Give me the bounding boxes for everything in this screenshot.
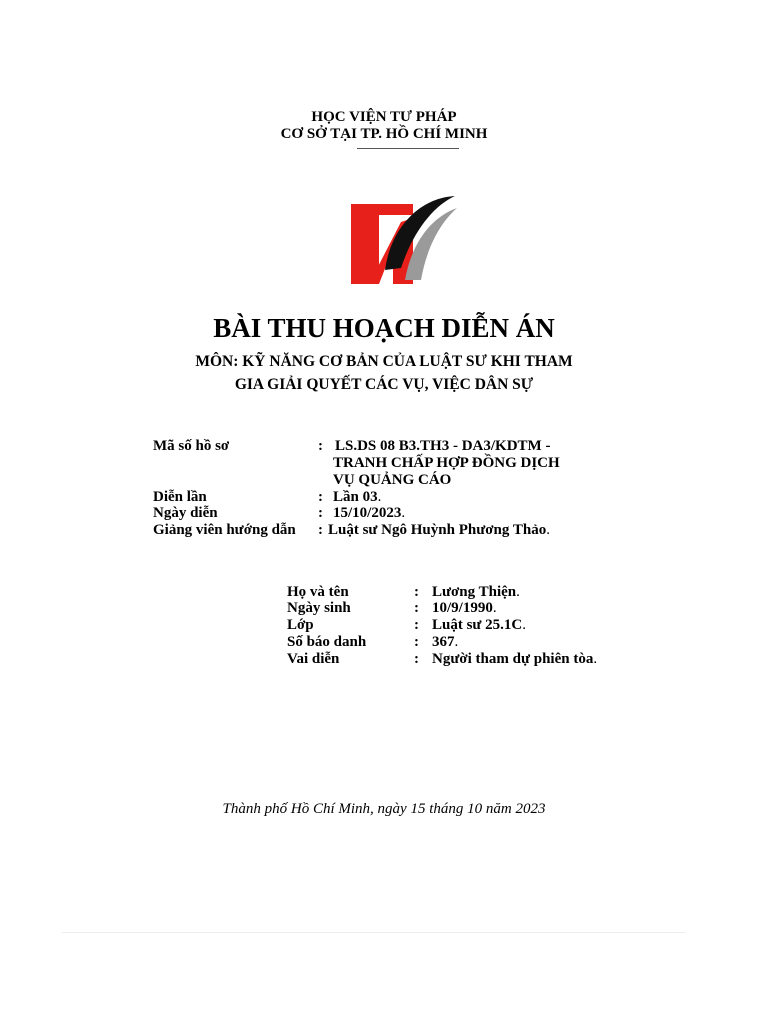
student-name-value: Lương Thiện. <box>432 584 520 600</box>
case-number-value-line-3: VỤ QUẢNG CÁO <box>333 472 452 488</box>
role-value: Người tham dự phiên tòa. <box>432 651 598 667</box>
candidate-number-value: 367. <box>432 634 459 650</box>
class-separator: : <box>414 617 419 633</box>
case-number-separator: : <box>318 438 323 454</box>
performance-value: Lần 03. <box>333 489 382 505</box>
birthdate-value: 10/9/1990. <box>432 600 497 616</box>
date-value: 15/10/2023. <box>333 505 406 521</box>
student-name-label: Họ và tên <box>287 584 349 600</box>
institution-name: HỌC VIỆN TƯ PHÁP <box>311 109 457 125</box>
campus-name: CƠ SỞ TẠI TP. HỒ CHÍ MINH <box>280 126 488 142</box>
case-number-value-line-1: LS.DS 08 B3.TH3 - DA3/KDTM - <box>335 438 551 454</box>
candidate-number-separator: : <box>414 634 419 650</box>
class-value: Luật sư 25.1C. <box>432 617 527 633</box>
page-bottom-line <box>62 932 686 933</box>
date-separator: : <box>318 505 323 521</box>
role-label: Vai diễn <box>287 651 340 667</box>
case-number-value-line-2: TRANH CHẤP HỢP ĐỒNG DỊCH <box>333 455 560 471</box>
instructor-label: Giảng viên hướng dẫn <box>153 522 296 538</box>
header-divider <box>357 148 459 149</box>
performance-label: Diễn lần <box>153 489 207 505</box>
date-label: Ngày diễn <box>153 505 218 521</box>
subject-line-1: MÔN: KỸ NĂNG CƠ BẢN CỦA LUẬT SƯ KHI THAM <box>195 353 573 370</box>
birthdate-label: Ngày sinh <box>287 600 351 616</box>
student-name-separator: : <box>414 584 419 600</box>
case-number-label: Mã số hồ sơ <box>153 438 230 454</box>
class-label: Lớp <box>287 617 314 633</box>
report-title: BÀI THU HOẠCH DIỄN ÁN <box>213 313 555 343</box>
instructor-separator: : <box>318 522 323 538</box>
academy-logo-icon <box>349 188 457 288</box>
subject-line-2: GIA GIẢI QUYẾT CÁC VỤ, VIỆC DÂN SỰ <box>234 376 534 393</box>
birthdate-separator: : <box>414 600 419 616</box>
instructor-value: Luật sư Ngô Huỳnh Phương Thảo. <box>328 522 550 538</box>
place-and-date: Thành phố Hồ Chí Minh, ngày 15 tháng 10 năm 2023 <box>222 801 546 817</box>
candidate-number-label: Số báo danh <box>287 634 367 650</box>
performance-separator: : <box>318 489 323 505</box>
role-separator: : <box>414 651 419 667</box>
